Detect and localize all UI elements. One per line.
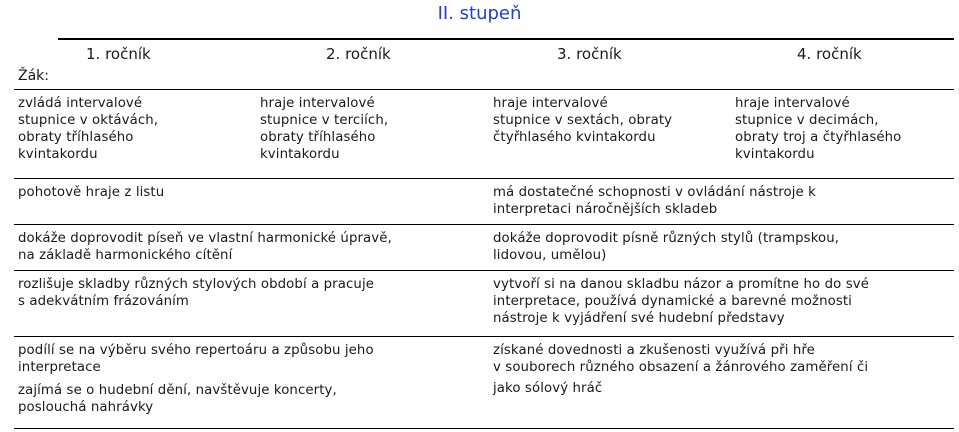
row1-col1: zvládá intervalové stupnice v oktávách, obraty tříhlasého kvintakordu [18, 96, 159, 162]
year-4-heading: 4. ročník [797, 45, 862, 63]
row5-left: podílí se na výběru svého repertoáru a způsobu jeho interpretace zajímá se o hudební dění, navštěvuje koncerty, poslouchá nahrávky [18, 343, 374, 415]
pupil-label: Žák: [18, 68, 49, 84]
row1-col3: hraje intervalové stupnice v sextách, obraty čtyřhlasého kvintakordu [493, 96, 673, 145]
page-title: II. stupeň [437, 3, 522, 24]
row2-right: má dostatečné schopnosti v ovládání nástroje k interpretaci náročnějších skladeb [493, 185, 816, 217]
year-2-heading: 2. ročník [326, 45, 391, 63]
header-bottom-rule [14, 89, 954, 90]
row3-right: dokáže doprovodit písně různých stylů (trampskou, lidovou, umělou) [493, 231, 840, 263]
header-top-rule [58, 38, 954, 40]
row-separator [14, 224, 954, 225]
row1-col2: hraje intervalové stupnice v terciích, obraty tříhlasého kvintakordu [260, 96, 389, 162]
row-separator [14, 336, 954, 337]
row1-col4: hraje intervalové stupnice v decimách, obraty troj a čtyřhlasého kvintakordu [735, 96, 902, 162]
row2-left: pohotově hraje z listu [18, 185, 165, 200]
row4-left: rozlišuje skladby různých stylových období a pracuje s adekvátním frázováním [18, 277, 375, 309]
row5-right: získané dovednosti a zkušenosti využívá při hře v souborech různého obsazení a žánrového zaměření či jako sólový hráč [493, 343, 869, 396]
year-3-heading: 3. ročník [557, 45, 622, 63]
table-bottom-rule [14, 428, 954, 429]
row-separator [14, 178, 954, 179]
row3-left: dokáže doprovodit píseň ve vlastní harmonické úpravě, na základě harmonického cítění [18, 231, 392, 263]
year-1-heading: 1. ročník [86, 45, 151, 63]
row4-right: vytvoří si na danou skladbu názor a promítne ho do své interpretace, používá dynamické a barevné možnosti nástroje k vyjádření své hudební představy [493, 277, 869, 326]
row-separator [14, 270, 954, 271]
